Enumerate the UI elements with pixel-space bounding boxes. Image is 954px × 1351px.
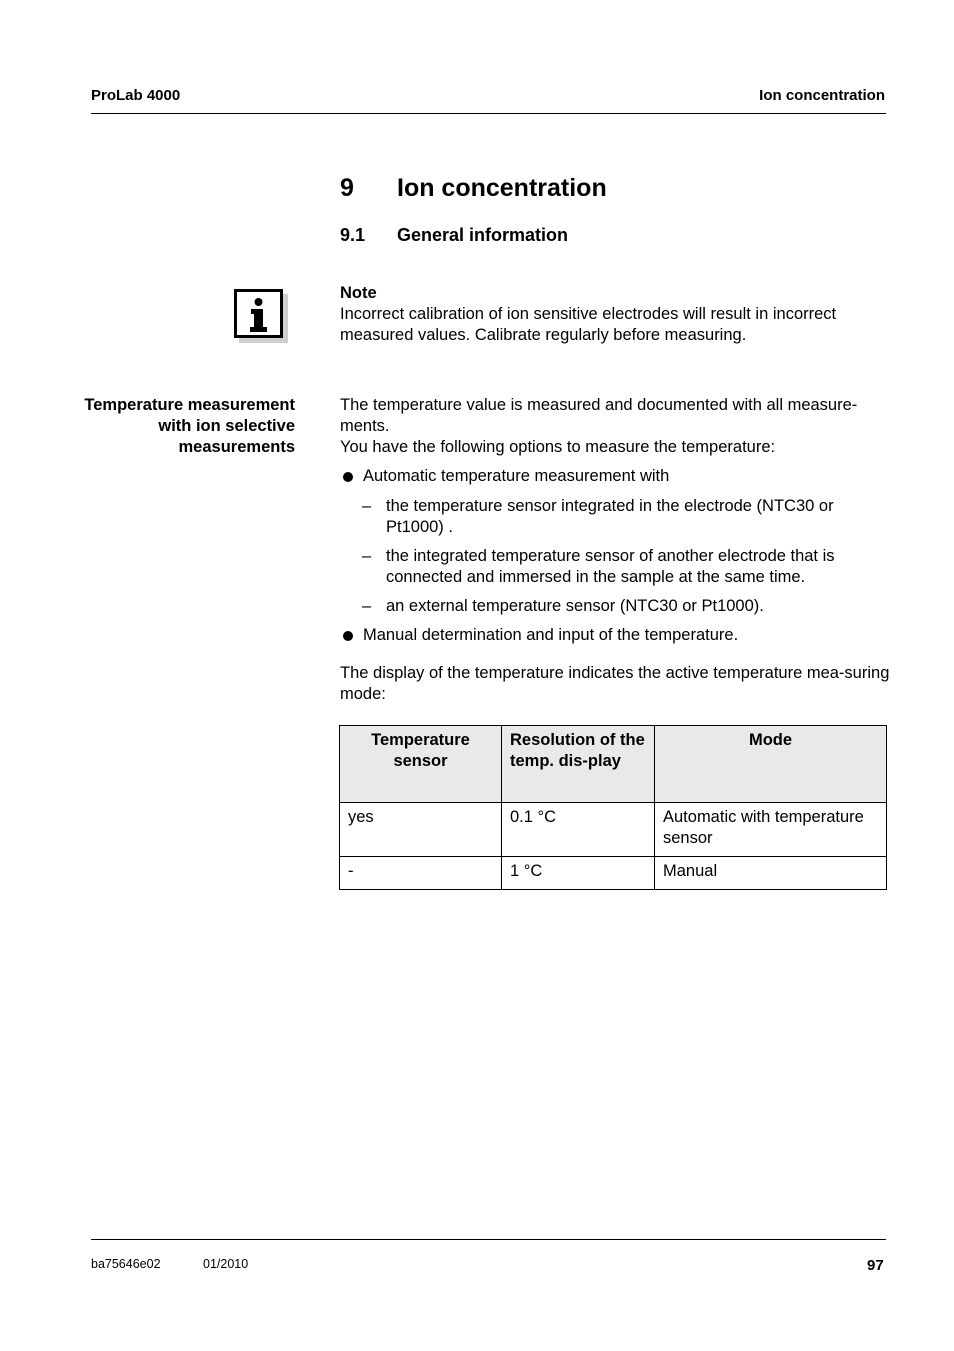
table-cell: 1 °C bbox=[502, 857, 655, 890]
footer-doc-id: ba75646e02 bbox=[91, 1257, 161, 1271]
section-number: 9.1 bbox=[340, 225, 366, 245]
chapter-number: 9 bbox=[340, 174, 354, 202]
note-text: Incorrect calibration of ion sensitive electrodes will result in incorrect measured values. Calibrate regularly before measuring. bbox=[340, 305, 837, 344]
sub-list-item-text: the temperature sensor integrated in the electrode (NTC30 or Pt1000) . bbox=[386, 497, 834, 536]
sub-list-item-text: the integrated temperature sensor of another electrode that is connected and immersed in the sample at the same time. bbox=[386, 547, 835, 586]
footer-date: 01/2010 bbox=[203, 1257, 249, 1271]
section-heading bbox=[340, 225, 568, 246]
note-title: Note bbox=[340, 284, 377, 302]
list-item-text: Manual determination and input of the temperature. bbox=[363, 626, 739, 644]
sub-list-item-text: an external temperature sensor (NTC30 or Pt1000). bbox=[386, 597, 764, 615]
table-cell: - bbox=[340, 857, 502, 890]
header-rule bbox=[91, 113, 886, 114]
bullet-icon bbox=[343, 631, 353, 641]
intro-paragraph: The temperature value is measured and documented with all measure-ments. bbox=[340, 396, 858, 435]
table-row bbox=[340, 803, 887, 857]
section-title: General information bbox=[397, 225, 569, 245]
page-number: 97 bbox=[867, 1257, 884, 1274]
temperature-mode-table bbox=[339, 725, 887, 890]
table-row bbox=[340, 857, 887, 890]
footer-rule bbox=[91, 1239, 886, 1240]
table-cell: 0.1 °C bbox=[502, 803, 655, 857]
table-cell: Manual bbox=[655, 857, 887, 890]
dash-icon: – bbox=[362, 547, 372, 565]
dash-icon: – bbox=[362, 597, 372, 615]
column-header-mode: Mode bbox=[655, 726, 887, 803]
display-paragraph: The display of the temperature indicates the active temperature mea-suring mode: bbox=[340, 664, 890, 703]
column-header-sensor: Temperature sensor bbox=[340, 726, 502, 803]
column-header-resolution: Resolution of the temp. dis-play bbox=[502, 726, 655, 803]
header-product: ProLab 4000 bbox=[91, 87, 181, 104]
info-icon bbox=[234, 289, 288, 343]
table-header-row bbox=[340, 726, 887, 803]
dash-icon: – bbox=[362, 497, 372, 515]
list-item-text: Automatic temperature measurement with bbox=[363, 467, 670, 485]
options-paragraph: You have the following options to measure the temperature: bbox=[340, 438, 776, 456]
header-section: Ion concentration bbox=[759, 87, 885, 104]
margin-heading-temperature: Temperature measurement with ion selective measurements bbox=[84, 396, 295, 456]
table-cell: Automatic with temperature sensor bbox=[655, 803, 887, 857]
chapter-title: Ion concentration bbox=[397, 174, 607, 202]
table-cell: yes bbox=[340, 803, 502, 857]
chapter-heading bbox=[340, 174, 607, 203]
bullet-icon bbox=[343, 472, 353, 482]
